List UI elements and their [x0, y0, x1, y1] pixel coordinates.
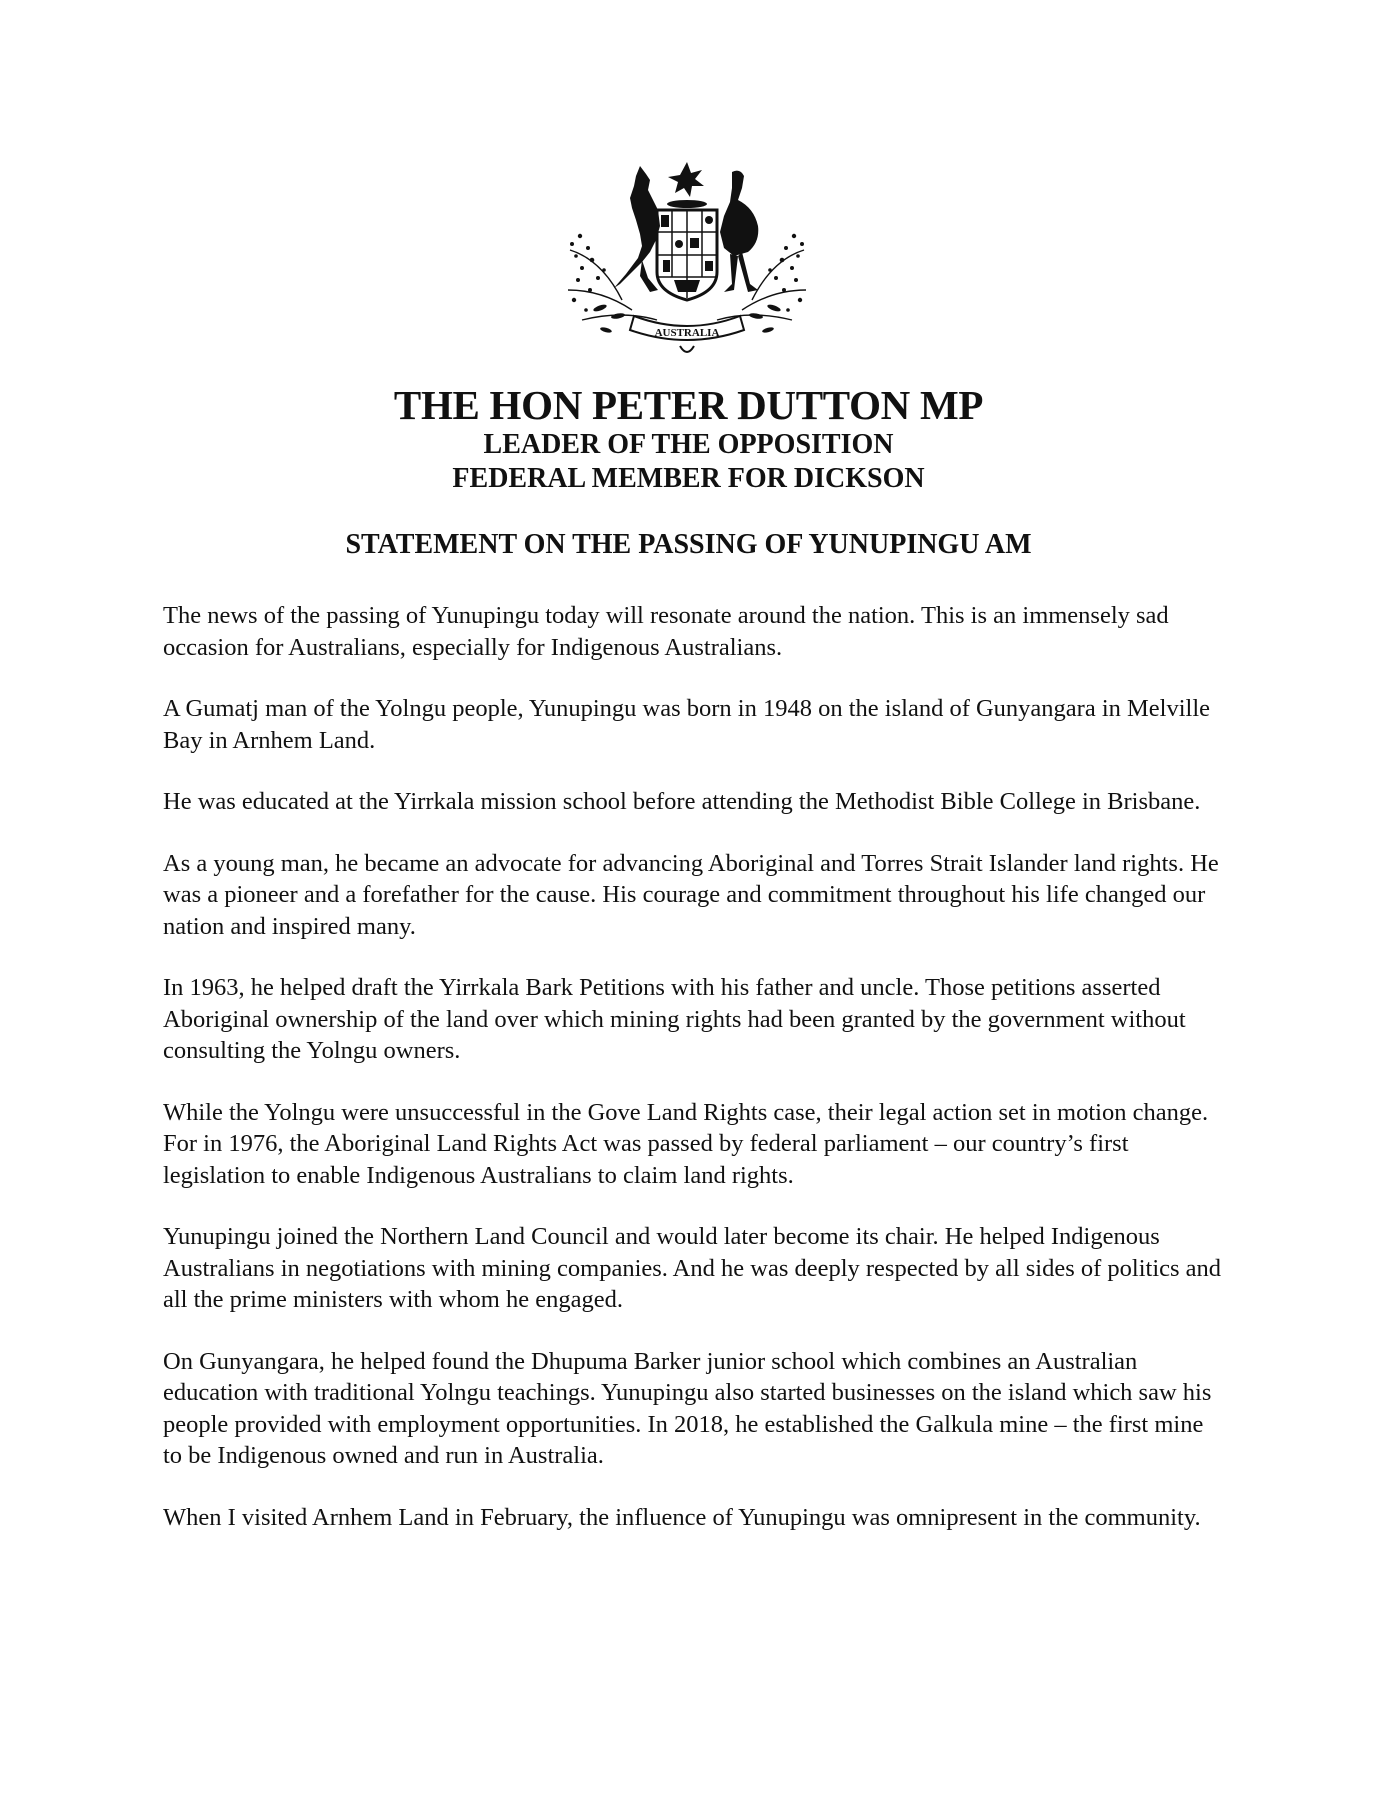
letterhead [0, 382, 1377, 496]
paragraph: While the Yolngu were unsuccessful in the Gove Land Rights case, their legal action set in motion change. For in 1976, the Aboriginal Land Rights Act was passed by federal parliament – our country’s first legislation to enable Indigenous Australians to claim land rights. [163, 1098, 1209, 1189]
paragraph: Yunupingu joined the Northern Land Council and would later become its chair. He helped Indigenous Australians in negotiations with mining companies. And he was deeply respected by all sides of politics and all the prime ministers with whom he engaged. [163, 1223, 1222, 1313]
australian-coat-of-arms-icon [562, 160, 812, 360]
role-line-2: FEDERAL MEMBER FOR DICKSON [452, 463, 925, 494]
paragraph: When I visited Arnhem Land in February, the influence of Yunupingu was omnipresent in the community. [163, 1503, 1201, 1531]
paragraph: In 1963, he helped draft the Yirrkala Bark Petitions with his father and uncle. Those petitions asserted Aboriginal ownership of the land over which mining rights had been granted by the government without consulting the Yolngu owners. [163, 974, 1186, 1064]
paragraph: As a young man, he became an advocate for advancing Aboriginal and Torres Strait Islander land rights. He was a pioneer and a forefather for the cause. His courage and commitment throughout his life changed our nation and inspired many. [163, 849, 1219, 940]
member-name: THE HON PETER DUTTON MP [393, 382, 984, 428]
role-line-1: LEADER OF THE OPPOSITION [483, 429, 894, 460]
paragraph: A Gumatj man of the Yolngu people, Yunupingu was born in 1948 on the island of Gunyangara in Melville Bay in Arnhem Land. [163, 695, 1211, 754]
paragraph: He was educated at the Yirrkala mission school before attending the Methodist Bible College in Brisbane. [163, 788, 1201, 815]
paragraph: On Gunyangara, he helped found the Dhupuma Barker junior school which combines an Australian education with traditional Yolngu teachings. Yunupingu also started businesses on the island which saw his people provided with employment opportunities. In 2018, he established the Galkula mine – the first mine to be Indigenous owned and run in Australia. [163, 1347, 1212, 1469]
crest-scroll-text: AUSTRALIA [654, 327, 720, 339]
statement-title: STATEMENT ON THE PASSING OF YUNUPINGU AM [345, 529, 1032, 560]
statement-body [163, 600, 1225, 1563]
paragraph: The news of the passing of Yunupingu today will resonate around the nation. This is an immensely sad occasion for Australians, especially for Indigenous Australians. [163, 602, 1169, 661]
